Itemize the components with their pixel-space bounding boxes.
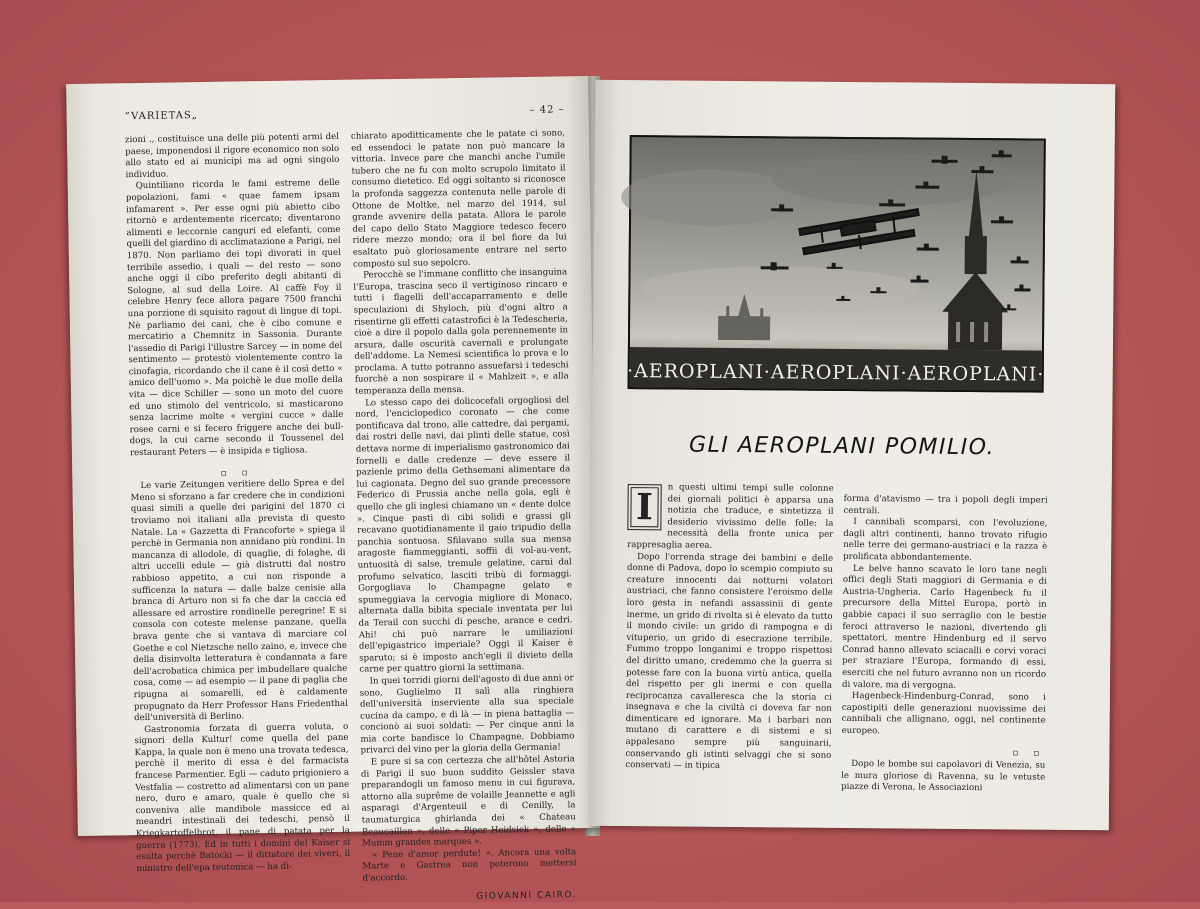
section-separator: ▫ ▫	[1012, 748, 1046, 760]
author-signature: GIOVANNI CAIRO.	[476, 889, 578, 902]
drop-cap-letter: I	[630, 487, 658, 527]
magazine-name: “VARIETAS„	[124, 110, 199, 123]
left-column-2	[350, 128, 578, 902]
left-column-1	[124, 131, 351, 874]
paragraph: Hagenbeck-Hindenburg-Conrad, sono i capostipiti delle generazioni nuovissime dei cannibali che allignano, oggi, nel continente europeo.	[841, 691, 1046, 737]
paragraph: Dopo le bombe sui capolavori di Venezia, su le mura gloriose di Ravenna, su le vetuste piazze di Verona, le Associazioni	[841, 759, 1046, 794]
section-separator: ▫ ▫	[220, 467, 254, 479]
drop-cap	[627, 484, 661, 530]
illustration-drawing	[626, 137, 1045, 391]
paragraph: E pure si sa con certezza che all'hôtel Astoria di Parigi il suo buon suddito Geissler stava preparandogli un famoso menu in cui figurava, attorno alla suprême de volaille Jeannette e agli asparagi d'Argenteuil e di Cenilly, la taumaturgica ghirlanda dei « Chateau Beaucaillon », delle « Piper Heidsiek », delle « Mumm grandes marques ».	[360, 754, 576, 849]
paragraph: Le belve hanno scavato le loro tane negli offici degli Stati maggiori di Germania e di Austria-Ungheria. Carlo Hagenbeck fu il precursore della Mittel Europa, portò in gabbie capaci il suo serraglio con le bestie feroci attraverso le nazioni, divertendo gli spettatori, mentre Hindenburg ed il servo Conrad hanno allevato sciacalli e corvi voraci per straziare l'Europa, formando di essi, eserciti che nel futuro avranno non un ricordo di valore, ma di vergogna.	[841, 563, 1048, 691]
left-page	[66, 76, 600, 902]
paragraph: n questi ultimi tempi sulle colonne dei giornali politici è apparsa una notizia che traduce, e sintetizza il desiderio vivissimo delle folle: la necessità della fronte unica per rappresaglia aerea.	[627, 482, 834, 551]
page-number: – 42 –	[529, 104, 565, 116]
paragraph: zioni ., costituisce una delle più potenti armi del paese, imponendosi il rigore economico non solo allo stato ed ai municipi ma ad ogni singolo individuo.	[124, 131, 340, 181]
paragraph: Perocchè se l'immane conflitto che insanguina l'Europa, trascina seco il vertiginoso rincaro e tutti i flagelli dell'accaparramento e delle speculazioni di Shyloch, più d'ogni altro a risentirne gli effetti catastrofici è la Tedescheria, cioè a dire il popolo dalla gola perennemente in arsura, dalle oscurità cavernali e prolungate dell'addome. La Nemesi scientifica lo prova e lo proclama. A tutto potranno assuefarsi i tedeschi fuorchè a non sospirare il « Mahlzeit », e alla temperanza della mensa.	[353, 267, 569, 397]
aeroplanes-illustration	[628, 135, 1046, 393]
paragraph: In quei torridi giorni dell'agosto di due anni or sono, Guglielmo II salì alla ringhiera dell'università inserviente alla sua speciale cucina da campo, e di là — in piena battaglia — concionò ai suoi soldati: — Per cinque anni la mia corte bandisce lo Champagne. Dobbiamo privarci del vino per la gloria della Germania!	[359, 673, 575, 757]
paragraph: Lo stesso capo dei dolicocefali orgogliosi del nord, l'enciclopedico coronato — che come pontificava dal trono, alle cattedre, dai pergami, dai rostri delle navi, dai plinti delle statue, così dettava norme di imperialismo gastronomico dai fornelli e dalle credenze — deve essere il pazienle primo della Gethsemani alimentare da lui cagionata. Degno del suo grande precessore Federico di Prussia anche nella gola, egli è quello che gli inglesi chiamano un « dente dolce ». Cinque pasti di cibi solidi e grassi gli recavano quotidianamente il gaio tripudio della panchia sontuosa. Sfilavano sulla sua mensa aragoste fiammeggianti, soffii di vol-au-vent, untuosità di salse, tremule gelatine, carni dal profumo selvatico, lasciti tribù di formaggi. Gorgogliava lo Champagne gelato e spumeggiava la cervogia migliore di Monaco, alternata dalla bibita speciale inventata per lui da Terail con succhi di pesche, arance e cedri. Ahi! chi può narrare le umiliazioni dell'epigastrico imperiale? Oggi il Kaiser è sparuto; si è imposto anch'egli il divieto della carne per quattro giorni la settimana.	[355, 394, 574, 675]
right-page	[589, 80, 1115, 831]
right-column-2	[841, 494, 1048, 796]
paragraph: forma d'atavismo — tra i popoli degli imperi centrali.	[843, 493, 1048, 516]
paragraph: chiarato apoditticamente che le patate ci sono, ed essendoci le patate non può mancare la vittoria. Invece pare che manchi anche l'umile tubero che ne fu con molto scrupolo limitato il consumo dietetico. Ed oggi soltanto si riconosce la profonda saggezza contenuta nelle parole di Ottone de Moltke, nel marzo del 1914, sul grande avvenire della patata. Allora le parole del capo dello Stato Maggiore tedesco fecero ridere mezzo mondo; ora il bel fiore da lui esaltato può gloriosamente entrare nel serto composto sul suo sepolcro.	[350, 128, 567, 270]
article-title: GLI AEROPLANI POMILIO.	[688, 432, 996, 461]
paragraph: Dopo l'orrenda strage dei bambini e delle donne di Padova, dopo lo scempio compiuto su creature innocenti dai notturni volatori austriaci, che fanno consistere l'eroismo delle loro gesta in nefandi assassinii di gente inerme, un grido di rivolta si è elevato da tutto il mondo civile: un grido di rampogna e di vituperio, un grido di esecrazione terribile. Fummo troppo longanimi e troppo rispettosi del diritto umano, credemmo che la guerra si potesse fare con la buona virtù antica, quella del rispetto per gli inermi e con quella reciprocanza cavalleresca che la storia ci insegnava e che la civiltà ci doveva far non dimenticare ed ignorare. Ma i barbari non mutano di carattere e di sistemi e si appalesano sempre più sanguinarii, conservando gli istinti selvaggi che si sono conservati — in tipica	[625, 551, 834, 772]
paragraph: « Pene d'amor perdute! ». Ancora una volta Marte e Gastrea non poterono mettersi d'accordo.	[362, 847, 577, 884]
running-head	[125, 104, 565, 125]
illustration-caption: ·AEROPLANI·AEROPLANI·AEROPLANI·	[626, 360, 1045, 386]
right-column-1	[625, 482, 834, 784]
paragraph: Quintiliano ricorda le fami estreme delle popolazioni, fami « quae famem ipsam infamarent ». Per esse ogni più abietto cibo ritornò e ardentemente ricercato; diventarono alimenti e leccornie canguri ed elefanti, come quelli del giardino di acclimatazione a Parigi, nel 1870. Non parliamo dei topi divorati in quel terribile assedio, i quali — del resto — sono anche oggi il cibo preferito degli abitanti di Sologne, al sud della Loire. Al caffè Foy il celebre Henry fece allora pagare 7500 franchi una porzione di squisito ragout di lingue di topi. Nè parliamo dei cani, che è cibo comune e mercatirio a Chemnitz in Sassonia. Durante l'assedio di Parigi l'illustre Sarcey — in nome del sentimento — protestò violentemente contro la cinofagia, ricordando che il cane è il così detto « amico dell'uomo ». Ma poichè le due molle della vita — dice Schiller — sono un moto del cuore ed uno stimolo del ventricolo, si masticarono senza lacrime molte « vergini cucce » dalle rosee carni e si fecero friggere anche dei bull-dogs, la cui carne secondo il Toussenel del restaurant Peters — è insipida e tigliosa.	[125, 178, 344, 459]
paragraph: Le varie Zeitungen veritiere dello Sprea e del Meno si sforzano a far credere che in condizioni quasi simili a quelle dei parigini del 1870 ci troviamo noi italiani alla prevista di questo Natale. La « Gazzetta di Francoforte » spiega il perchè in Germania non annidano più rondini. In mancanza di allodole, di quaglie, di folaghe, di altri uccelli edule — già distrutti dal nostro rabbioso appetito, a cui non risponde a sufficenza la natura — dalle balze cenisie alla branca di Arturo non si fa che dar la caccia ed allessare ed arrostire rondinelle peregrine! E si consola con coteste melense panzane, quella brava gente che si vantava di marciare col Goethe e col Nietzsche nello zaino, e, invece che della disinvolta letteratura è condannata a fare dell'acrobatica chimica per imbudellare qualche cosa, come — ad esempio — il pane di paglia che ripugna ai somarelli, ed è caldamente propugnato da Herr Professor Hans Friedenthal dell'università di Berlino.	[130, 478, 348, 724]
paragraph: I cannibali scomparsi, con l'evoluzione, dagli altri continenti, hanno trovato rifugio nelle terre dei germano-austriaci e la razza è prolificata abbondantemente.	[843, 517, 1048, 564]
paragraph: Gastronomia forzata di guerra voluta, o signori della Kultur! come quella del pane Kappa, la quale non è meno una trovata tedesca, perchè il merito di essa è del farmacista francese Parmentier. Egli — caduto prigioniero a Vestfalia — costretto ad alimentarsi con un pane nero, duro e amaro, quale è quello che si conveniva alle mandibole massicce ed ai meandri intestinali dei tedeschi, pensò il Kriegkartoffelbrot, il pane di patata per la guerra (1773). Ed in tutti i domini del Kaiser si esulta perchè Batocki — il dittatore dei viveri, il ministro dell'epa teutonica — ha di-	[134, 721, 351, 874]
